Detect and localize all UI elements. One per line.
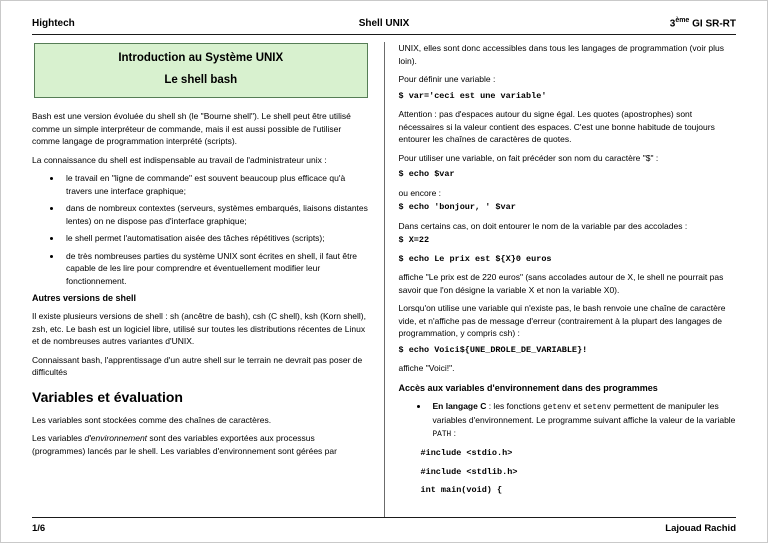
bullet-text: et [571,400,583,411]
code-line: $ echo $var [398,169,455,180]
code-line: #include <stdio.h> [420,448,513,459]
page-header [32,17,736,35]
inline-code: getenv [543,403,572,412]
paragraph: La connaissance du shell est indispensable au travail de l'administrateur unix : [32,154,327,165]
paragraph [32,432,370,457]
paragraph: Connaissant bash, l'apprentissage d'un autre shell sur le terrain ne devrait pas poser de difficultés [32,354,363,378]
header-doc-title: Shell UNIX [358,18,410,30]
paragraph: Lorsqu'on utilise une variable qui n'existe pas, le bash renvoie une chaîne de caractère vide, et n'affiche pas de message d'erreur (contrairement à la plupart des langages de programmation, y compris csh) : [398,303,726,339]
header-course-number: 3 [669,18,676,30]
bullet-list [32,172,370,287]
paragraph: affiche "Voici!". [398,363,455,374]
paragraph: Les variables sont stockées comme des chaînes de caractères. [32,414,272,425]
bullet-text: : [451,427,456,438]
paragraph: Dans certains cas, on doit entourer le nom de la variable par des accolades : [398,220,688,231]
page-body [32,35,736,517]
code-block [421,447,737,497]
page-footer [32,517,736,542]
subsection-heading: Accès aux variables d'environnement dans des programmes [398,382,658,393]
header-course [529,17,736,29]
italic-term: d'environnement [84,433,148,444]
bullet-item: • le travail en "ligne de commande" est souvent beaucoup plus efficace qu'à travers une interface graphique; [62,172,370,197]
bold-term: En langage C [432,400,487,411]
paragraph: Pour définir une variable : [398,74,496,85]
paragraph: Pour utiliser une variable, on fait précéder son nom du caractère "$" : [398,152,659,163]
code-line: #include <stdlib.h> [420,466,518,477]
bullet-item: • de très nombreuses parties du système UNIX sont écrites en shell, il faut être capable de les lire pour comprendre et éventuellement modifier leur fonctionnement. [62,250,370,288]
code-line: $ X=22 [398,235,430,246]
code-line: $ echo Voici${UNE_DROLE_DE_VARIABLE}! [398,344,588,355]
paragraph: Il existe plusieurs versions de shell : sh (ancêtre de bash), csh (C shell), ksh (Korn shell), zsh, etc. Le bash est un logiciel libre, utilisé sur toutes les distributions récentes de Linux et de nombreuses autres variantes d'UNIX. [32,311,366,347]
paragraph: ou encore : [398,187,442,198]
title-box [34,43,368,98]
paragraph: Bash est une version évoluée du shell sh (le "Bourne shell"). Le shell peut être utilisé comme un simple interpréteur de commande, mais il est aussi possible de l'utiliser comme langage de programmation interprété (scripts). [32,111,351,147]
author-name: Lajouad Rachid [665,523,736,534]
bullet-text: : les fonctions [486,400,544,411]
bullet-item: • dans de nombreux contextes (serveurs, systèmes embarqués, liaisons distantes lentes) on ne dispose pas d'interface graphique; [62,202,370,227]
paragraph-text: Les variables [32,433,85,444]
right-column [385,42,737,517]
inline-code: setenv [582,403,612,412]
header-org: Hightech [32,18,75,30]
document-title: Introduction au Système UNIX [118,52,284,65]
inline-code: PATH [432,430,452,439]
code-line: int main(void) { [420,485,503,496]
page-number: 1/6 [32,523,46,534]
paragraph-text: sont des variables exportées aux processus (programmes) lancés par le shell. Les variables d'environnement sont gérées par [32,433,337,456]
paragraph: affiche "Le prix est de 220 euros" (sans accolades autour de X, le shell ne pourrait pas savoir que l'on désigne la variable X et non la variable X0). [398,272,724,295]
bullet-item: • le shell permet l'automatisation aisée des tâches répétitives (scripts); [62,232,370,245]
left-column [32,42,384,517]
document-subtitle: Le shell bash [164,74,238,87]
header-course-name: GI SR-RT [689,18,736,30]
subsection-heading: Autres versions de shell [32,293,137,304]
header-course-superscript: ème [675,17,690,24]
paragraph: UNIX, elles sont donc accessibles dans tous les langages de programmation (voir plus loin). [398,43,725,66]
code-line: $ echo Le prix est ${X}0 euros [398,253,552,264]
bullet-text: permettent de manipuler les variables d'environnement. Le programme suivant affiche la valeur de la variable [432,400,736,426]
section-heading: Variables et évaluation [32,388,183,405]
code-line: $ var='ceci est une variable' [398,90,547,101]
bullet-item [429,400,737,442]
bullet-list [399,400,737,442]
code-line: $ echo 'bonjour, ' $var [398,202,516,213]
paragraph: Attention : pas d'espaces autour du signe égal. Les quotes (apostrophes) sont nécessaires si la valeur contient des espaces. C'est une bonne habitude de toujours entourer les chaînes de caractères de quotes. [398,109,715,145]
